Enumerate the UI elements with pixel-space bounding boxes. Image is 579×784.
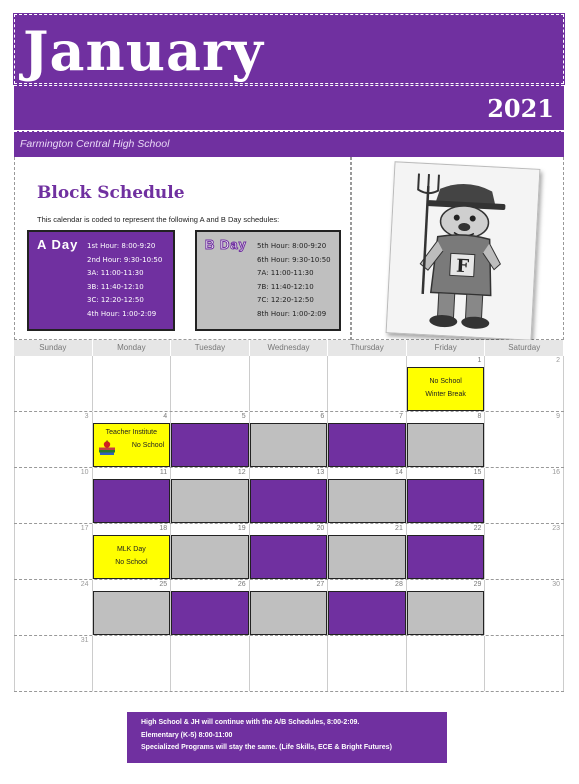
day-number: 25 bbox=[159, 581, 168, 588]
weekday-header bbox=[14, 340, 564, 356]
day-number: 8 bbox=[477, 413, 482, 420]
a-day-schedule bbox=[27, 230, 175, 331]
day-number: 5 bbox=[241, 413, 246, 420]
day-number: 28 bbox=[395, 581, 403, 588]
calendar-day-cell bbox=[14, 524, 93, 579]
header-year-banner bbox=[14, 85, 564, 130]
a-day-hours bbox=[87, 240, 162, 322]
day-number: 10 bbox=[80, 469, 89, 476]
calendar-day-cell bbox=[171, 356, 250, 411]
gray-day-marker bbox=[407, 591, 485, 635]
gray-day-marker bbox=[328, 535, 406, 579]
day-number: 20 bbox=[316, 525, 325, 532]
calendar-weeks bbox=[14, 356, 564, 692]
b-day-hour: 5th Hour: 8:00-9:20 bbox=[257, 242, 327, 250]
month-title: January bbox=[23, 19, 264, 83]
day-number: 18 bbox=[159, 525, 168, 532]
purple-day-marker bbox=[171, 423, 249, 467]
day-number: 16 bbox=[552, 469, 560, 476]
calendar-day-cell bbox=[328, 524, 407, 579]
day-number: 22 bbox=[473, 525, 482, 532]
b-day-label: B Day bbox=[205, 237, 247, 252]
school-name: Farmington Central High School bbox=[20, 138, 170, 150]
weekday-label: Monday bbox=[93, 340, 172, 356]
purple-day-marker bbox=[93, 479, 171, 523]
school-banner bbox=[14, 131, 564, 157]
purple-day-marker bbox=[407, 535, 485, 579]
calendar-day-cell bbox=[250, 636, 329, 691]
b-day-hours bbox=[257, 240, 331, 322]
calendar-day-cell bbox=[93, 412, 172, 467]
day-number: 23 bbox=[552, 525, 560, 532]
gray-day-marker bbox=[171, 535, 249, 579]
gray-day-marker bbox=[250, 423, 328, 467]
block-schedule-description: This calendar is coded to represent the following A and B Day schedules: bbox=[37, 215, 280, 224]
calendar-day-cell bbox=[171, 580, 250, 635]
calendar-day-cell bbox=[485, 412, 564, 467]
day-note: No School bbox=[115, 559, 148, 566]
calendar-day-cell bbox=[485, 636, 564, 691]
weekday-label: Thursday bbox=[328, 340, 407, 356]
day-number: 12 bbox=[237, 469, 246, 476]
calendar-day-cell bbox=[328, 636, 407, 691]
day-number: 15 bbox=[473, 469, 482, 476]
b-day-hour: 7C: 12:20-12:50 bbox=[257, 296, 314, 305]
calendar-day-cell bbox=[485, 468, 564, 523]
calendar-day-cell bbox=[93, 356, 172, 411]
gray-day-marker bbox=[250, 591, 328, 635]
day-number: 19 bbox=[237, 525, 246, 532]
calendar-day-cell bbox=[328, 356, 407, 411]
apple-books-icon bbox=[98, 440, 116, 456]
day-number: 30 bbox=[552, 581, 560, 588]
b-day-schedule bbox=[195, 230, 341, 331]
calendar-day-cell bbox=[14, 580, 93, 635]
calendar-grid bbox=[14, 340, 564, 692]
header-month-banner bbox=[14, 14, 564, 84]
day-number: 26 bbox=[237, 581, 246, 588]
day-number: 4 bbox=[163, 413, 168, 420]
gray-day-marker bbox=[407, 423, 485, 467]
calendar-day-cell bbox=[407, 412, 486, 467]
day-number: 13 bbox=[316, 469, 325, 476]
bulldog-mascot-icon bbox=[386, 161, 541, 340]
a-day-hour: 3C: 12:20-12:50 bbox=[87, 296, 144, 305]
day-number: 2 bbox=[556, 357, 560, 364]
svg-text:F: F bbox=[455, 255, 470, 278]
notice-line: Specialized Programs will stay the same. (Life Skills, ECE & Bright Futures) bbox=[141, 744, 392, 751]
day-number: 7 bbox=[398, 413, 403, 420]
a-day-hour: 1st Hour: 8:00-9:20 bbox=[87, 242, 156, 250]
day-number: 24 bbox=[80, 581, 89, 588]
day-number: 3 bbox=[84, 413, 89, 420]
b-day-hour: 7A: 11:00-11:30 bbox=[257, 269, 314, 278]
day-note: No School bbox=[429, 378, 462, 385]
calendar-day-cell bbox=[171, 524, 250, 579]
calendar-day-cell bbox=[93, 524, 172, 579]
a-day-hour: 2nd Hour: 9:30-10:50 bbox=[87, 255, 163, 264]
calendar-day-cell bbox=[328, 412, 407, 467]
gray-day-marker bbox=[93, 591, 171, 635]
calendar-day-cell bbox=[407, 468, 486, 523]
purple-day-marker bbox=[407, 479, 485, 523]
calendar-day-cell bbox=[250, 412, 329, 467]
purple-day-marker bbox=[171, 591, 249, 635]
calendar-day-cell bbox=[14, 356, 93, 411]
year-title: 2021 bbox=[487, 94, 554, 123]
purple-day-marker bbox=[250, 535, 328, 579]
day-number: 6 bbox=[320, 413, 325, 420]
calendar-day-cell bbox=[171, 636, 250, 691]
b-day-hour: 6th Hour: 9:30-10:50 bbox=[257, 255, 331, 264]
calendar-day-cell bbox=[485, 580, 564, 635]
day-number: 21 bbox=[395, 525, 403, 532]
gray-day-marker bbox=[328, 479, 406, 523]
day-number: 14 bbox=[395, 469, 403, 476]
day-number: 17 bbox=[80, 525, 89, 532]
day-number: 11 bbox=[159, 469, 168, 476]
calendar-day-cell bbox=[171, 468, 250, 523]
day-note: No School bbox=[131, 442, 165, 449]
calendar-day-cell bbox=[485, 524, 564, 579]
weekday-label: Saturday bbox=[485, 340, 564, 356]
block-schedule-panel bbox=[14, 157, 351, 340]
a-day-hour: 4th Hour: 1:00-2:09 bbox=[87, 309, 157, 318]
block-schedule-title: Block Schedule bbox=[37, 183, 185, 203]
calendar-day-cell bbox=[407, 636, 486, 691]
mascot-panel bbox=[351, 157, 564, 340]
calendar-day-cell bbox=[407, 580, 486, 635]
calendar-week-row bbox=[14, 468, 564, 524]
weekday-label: Sunday bbox=[14, 340, 93, 356]
calendar-day-cell bbox=[171, 412, 250, 467]
calendar-day-cell bbox=[328, 468, 407, 523]
day-number: 9 bbox=[556, 413, 560, 420]
b-day-hour: 8th Hour: 1:00-2:09 bbox=[257, 309, 327, 318]
calendar-day-cell bbox=[250, 356, 329, 411]
calendar-day-cell bbox=[93, 636, 172, 691]
calendar-day-cell bbox=[485, 356, 564, 411]
calendar-day-cell bbox=[14, 412, 93, 467]
a-day-hour: 3A: 11:00-11:30 bbox=[87, 269, 144, 278]
calendar-day-cell bbox=[407, 356, 486, 411]
day-note: MLK Day bbox=[116, 546, 146, 553]
calendar-day-cell bbox=[14, 636, 93, 691]
day-number: 29 bbox=[473, 581, 482, 588]
notice-line: Elementary (K-5) 8:00-11:00 bbox=[141, 731, 233, 739]
calendar-day-cell bbox=[407, 524, 486, 579]
day-note: Winter Break bbox=[425, 391, 466, 398]
day-number: 27 bbox=[316, 581, 325, 588]
schedule-notice bbox=[127, 712, 447, 763]
weekday-label: Friday bbox=[407, 340, 486, 356]
purple-day-marker bbox=[328, 591, 406, 635]
weekday-label: Tuesday bbox=[171, 340, 250, 356]
gray-day-marker bbox=[171, 479, 249, 523]
calendar-day-cell bbox=[93, 580, 172, 635]
calendar-day-cell bbox=[250, 524, 329, 579]
calendar-day-cell bbox=[250, 580, 329, 635]
calendar-week-row bbox=[14, 580, 564, 636]
weekday-label: Wednesday bbox=[250, 340, 329, 356]
calendar-day-cell bbox=[250, 468, 329, 523]
calendar-day-cell bbox=[14, 468, 93, 523]
calendar-week-row bbox=[14, 356, 564, 412]
purple-day-marker bbox=[328, 423, 406, 467]
calendar-week-row bbox=[14, 412, 564, 468]
calendar-day-cell bbox=[93, 468, 172, 523]
day-number: 31 bbox=[80, 637, 89, 644]
calendar-week-row bbox=[14, 524, 564, 580]
day-number: 1 bbox=[477, 357, 482, 364]
purple-day-marker bbox=[250, 479, 328, 523]
calendar-week-row bbox=[14, 636, 564, 692]
a-day-label: A Day bbox=[37, 237, 79, 252]
a-day-hour: 3B: 11:40-12:10 bbox=[87, 282, 144, 291]
notice-line: High School & JH will continue with the A/B Schedules, 8:00-2:09. bbox=[141, 719, 360, 726]
calendar-day-cell bbox=[328, 580, 407, 635]
b-day-hour: 7B: 11:40-12:10 bbox=[257, 282, 314, 291]
day-note: Teacher Institute bbox=[105, 429, 158, 436]
